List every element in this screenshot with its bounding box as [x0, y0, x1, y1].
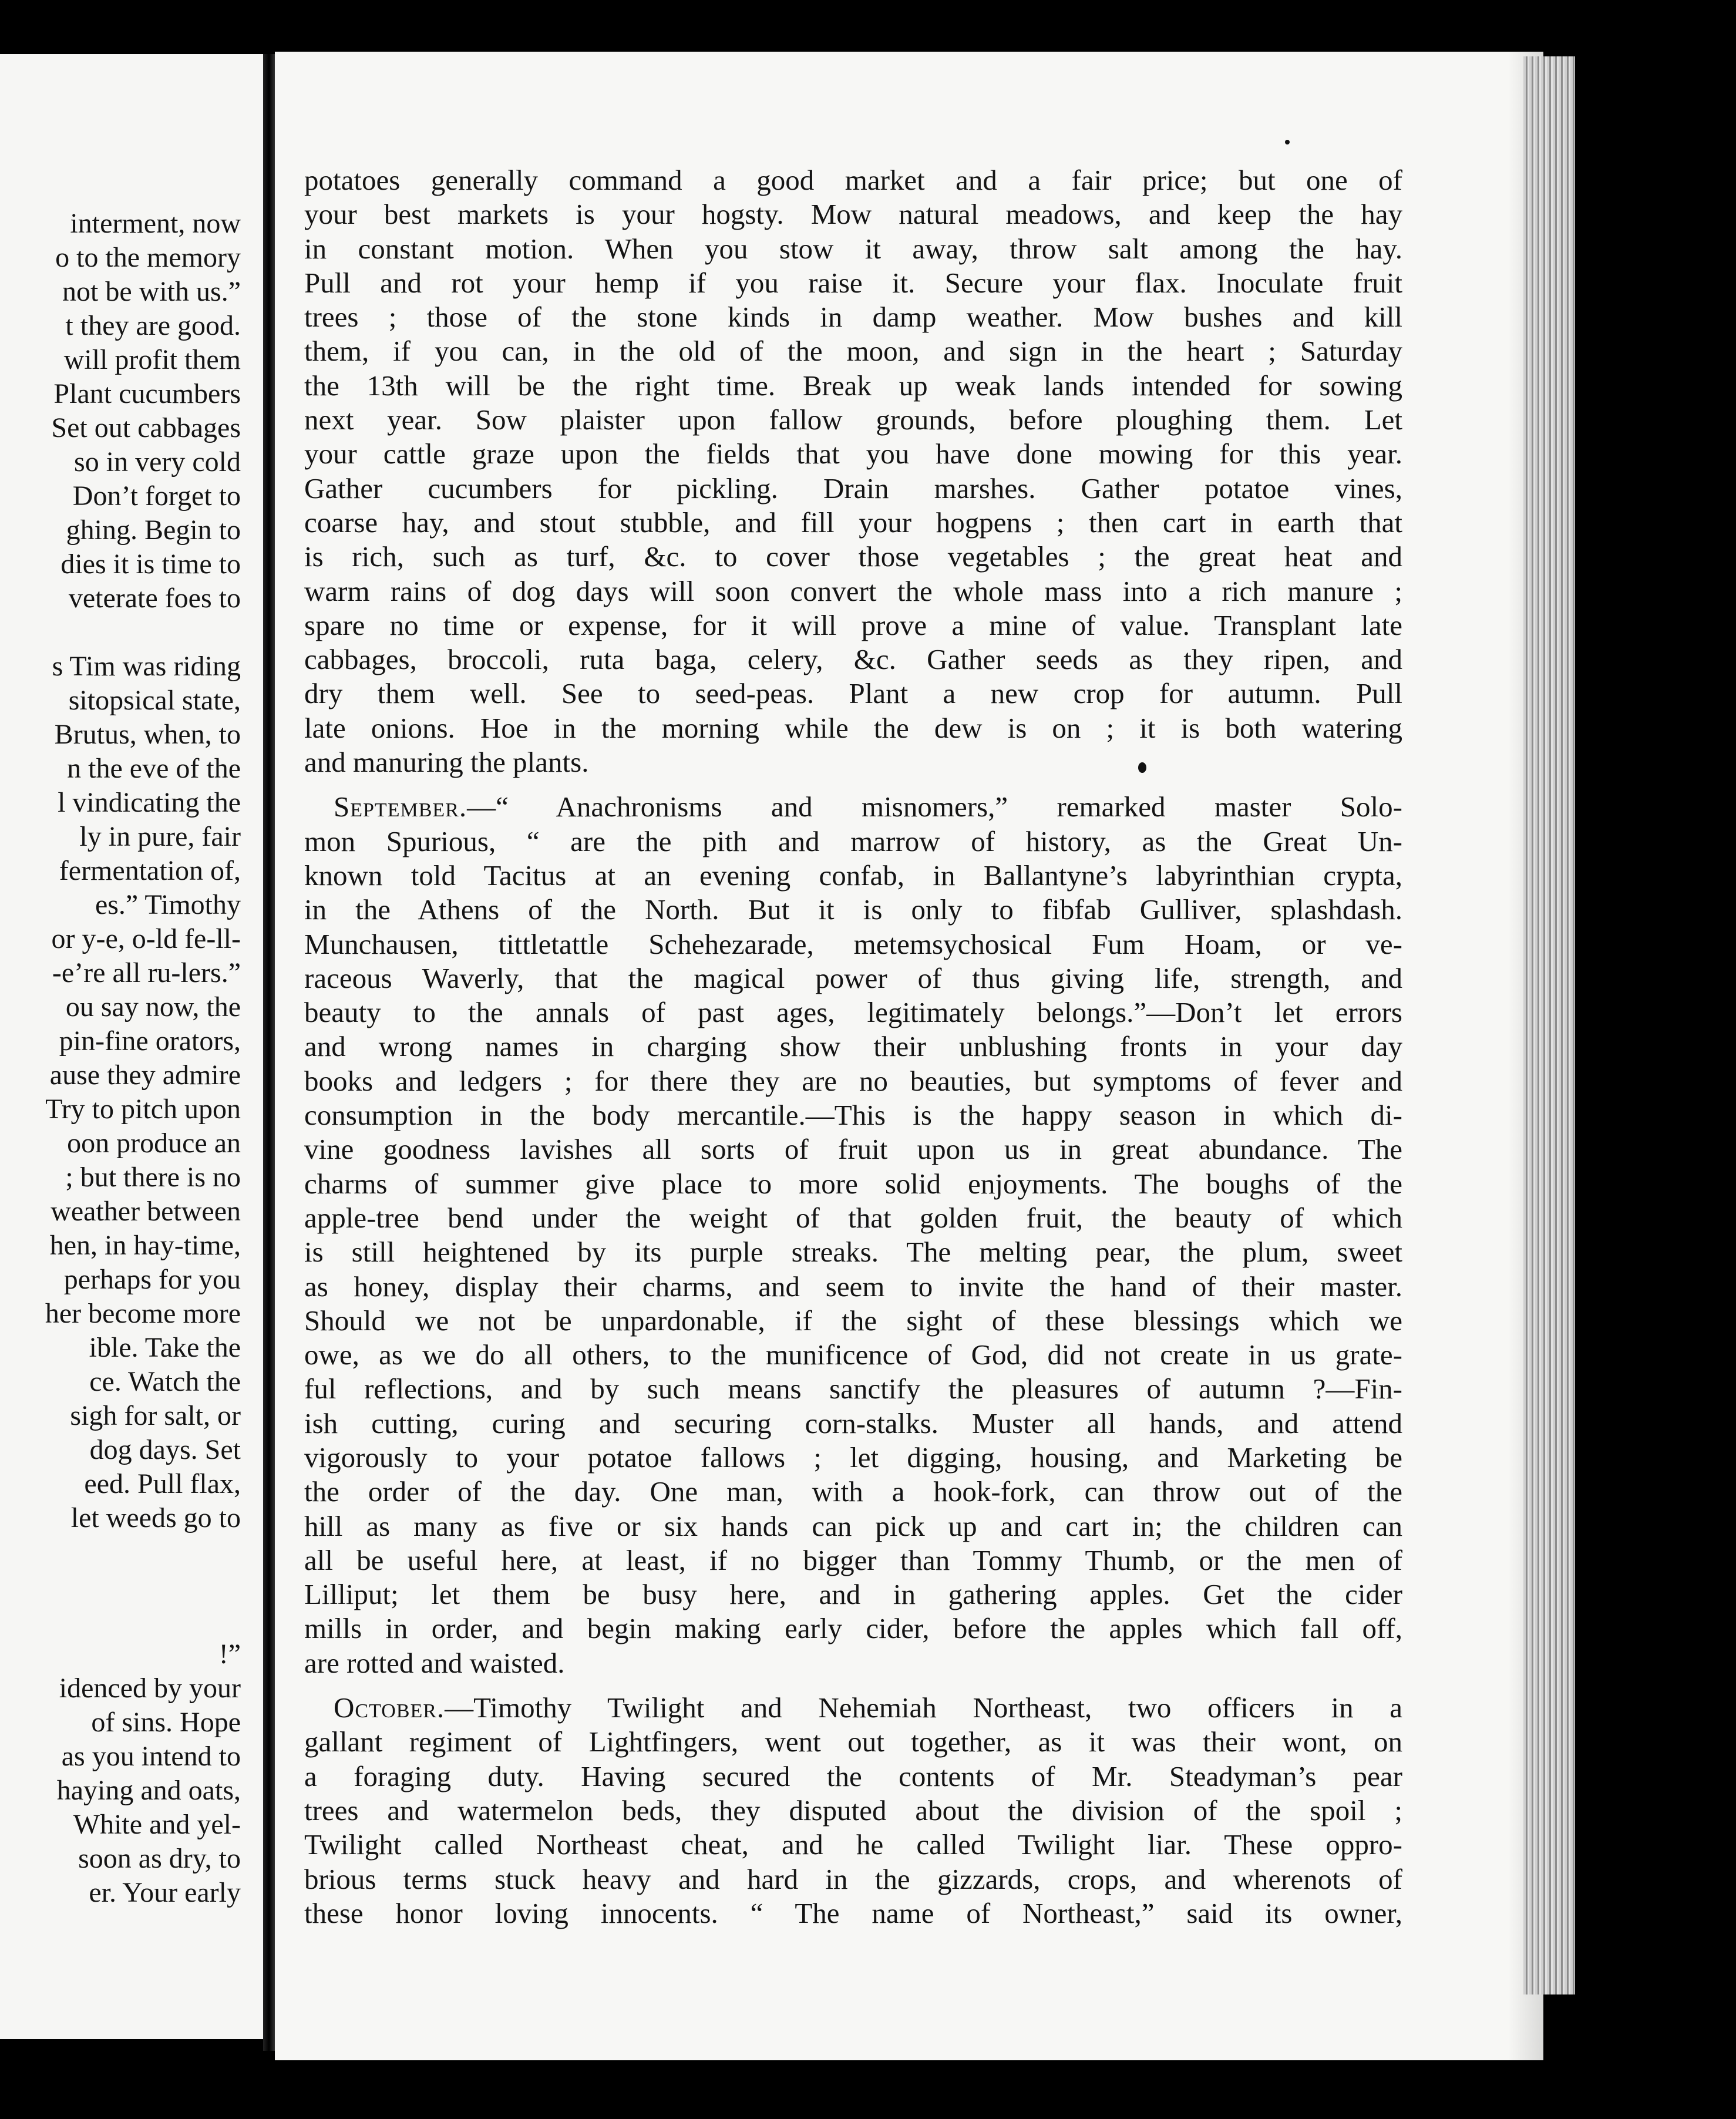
facing-page-line: ible. Take the	[89, 1332, 241, 1363]
facing-page-line: oon produce an	[67, 1128, 241, 1159]
facing-page-line: dies it is time to	[60, 549, 241, 580]
facing-page-line: veterate foes to	[68, 583, 241, 614]
facing-page-line: her become more	[45, 1298, 241, 1329]
facing-page-line: s Tim was riding	[52, 651, 241, 682]
facing-page-line: let weeds go to	[70, 1502, 241, 1533]
gutter-shadow	[263, 54, 275, 2051]
text-line: in the Athens of the North. But it is only to fibfab Gulliver, splashdash.	[304, 893, 1402, 926]
text-line: is rich, such as turf, &c. to cover those vegetables ; the great heat and	[304, 540, 1402, 573]
text-line: the 13th will be the right time. Break up weak lands intended for sowing	[304, 369, 1402, 402]
facing-page-line: Try to pitch upon	[45, 1094, 241, 1125]
text-line: your best markets is your hogsty. Mow natural meadows, and keep the hay	[304, 198, 1402, 231]
facing-page-line: fermentation of,	[59, 855, 241, 886]
facing-page-line: Don’t forget to	[72, 480, 241, 512]
facing-page-line: so in very cold	[74, 446, 241, 477]
facing-page-line: pin-fine orators,	[59, 1025, 241, 1057]
text-line: in constant motion. When you stow it away, throw salt among the hay.	[304, 232, 1402, 265]
text-line: and manuring the plants.	[304, 746, 589, 779]
text-line: books and ledgers ; for there they are no beauties, but symptoms of fever and	[304, 1064, 1402, 1097]
facing-page-line: hen, in hay-time,	[49, 1230, 241, 1261]
text-line: known told Tacitus at an evening confab, in Ballantyne’s labyrinthian crypta,	[304, 859, 1402, 892]
facing-page-line: sigh for salt, or	[70, 1400, 241, 1431]
facing-page-line: ; but there is no	[65, 1162, 241, 1193]
facing-page-line: perhaps for you	[63, 1264, 241, 1295]
text-line: mon Spurious, “ are the pith and marrow of history, as the Great Un-	[304, 825, 1402, 857]
text-line: Should we not be unpardonable, if the sight of these blessings which we	[304, 1304, 1402, 1337]
text-line: cabbages, broccoli, ruta baga, celery, &c. Gather seeds as they ripen, and	[304, 643, 1402, 676]
ink-speck	[1138, 762, 1146, 773]
text-line: late onions. Hoe in the morning while the dew is on ; it is both watering	[304, 711, 1402, 744]
text-line: are rotted and waisted.	[304, 1646, 565, 1679]
text-line: trees and watermelon beds, they disputed about the division of the spoil ;	[304, 1794, 1402, 1827]
text-line: coarse hay, and stout stubble, and fill your hogpens ; then cart in earth that	[304, 506, 1402, 539]
facing-page-line: t they are good.	[65, 310, 241, 341]
text-line: Munchausen, tittletattle Schehezarade, metemsychosical Fum Hoam, or ve-	[304, 927, 1402, 960]
page-body	[304, 163, 1402, 1930]
facing-page-line: Plant cucumbers	[53, 378, 241, 409]
facing-page-line: as you intend to	[61, 1741, 241, 1772]
facing-page-line: sitopsical state,	[68, 685, 241, 716]
main-page	[275, 52, 1543, 2060]
text-line: gallant regiment of Lightfingers, went out together, as it was their wont, on	[304, 1726, 1402, 1758]
text-line: them, if you can, in the old of the moon, and sign in the heart ; Saturday	[304, 335, 1402, 368]
text-line: consumption in the body mercantile.—This is the happy season in which di-	[304, 1099, 1402, 1132]
facing-page-line: es.” Timothy	[95, 889, 241, 920]
facing-page-line: or y-e, o-ld fe-ll-	[51, 923, 241, 954]
text-line: next year. Sow plaister upon fallow grounds, before ploughing them. Let	[304, 403, 1402, 436]
text-line: a foraging duty. Having secured the contents of Mr. Steadyman’s pear	[304, 1760, 1402, 1792]
text-line: owe, as we do all others, to the munificence of God, did not create in us grate-	[304, 1338, 1402, 1371]
facing-page-line: n the eve of the	[67, 753, 241, 784]
text-line: all be useful here, at least, if no bigger than Tommy Thumb, or the men of	[304, 1543, 1402, 1576]
text-line: mills in order, and begin making early cider, before the apples which fall off,	[304, 1612, 1402, 1645]
facing-page	[0, 54, 263, 2039]
text-line: brious terms stuck heavy and hard in the gizzards, crops, and wherenots of	[304, 1862, 1402, 1895]
text-line: beauty to the annals of past ages, legitimately belongs.”—Don’t let errors	[304, 996, 1402, 1029]
text-line: charms of summer give place to more solid enjoyments. The boughs of the	[304, 1167, 1402, 1200]
text-line: dry them well. See to seed-peas. Plant a new crop for autumn. Pull	[304, 677, 1402, 710]
text-line: is still heightened by its purple streaks. The melting pear, the plum, sweet	[304, 1236, 1402, 1269]
text-line: ful reflections, and by such means sanctify the pleasures of autumn ?—Fin-	[304, 1373, 1402, 1405]
facing-page-line: eed. Pull flax,	[84, 1468, 241, 1499]
facing-page-line: will profit them	[63, 344, 241, 375]
text-line: apple-tree bend under the weight of that golden fruit, the beauty of which	[304, 1201, 1402, 1234]
facing-page-line: l vindicating the	[58, 787, 241, 818]
facing-page-line: Brutus, when, to	[54, 719, 241, 750]
facing-page-line: !”	[218, 1639, 241, 1670]
text-line: these honor loving innocents. “ The name of Northeast,” said its owner,	[304, 1896, 1402, 1929]
october-paragraph	[304, 1691, 1402, 1930]
facing-page-line: weather between	[51, 1196, 241, 1227]
october-heading: October.	[334, 1691, 445, 1724]
text-line: hill as many as five or six hands can pick up and cart in; the children can	[304, 1509, 1402, 1542]
facing-page-line: White and yel-	[73, 1809, 241, 1840]
text-line: Lilliput; let them be busy here, and in gathering apples. Get the cider	[304, 1578, 1402, 1611]
facing-page-line: ly in pure, fair	[79, 821, 241, 852]
text-line: trees ; those of the stone kinds in damp weather. Mow bushes and kill	[304, 301, 1402, 334]
text-line: vine goodness lavishes all sorts of fruit upon us in great abundance. The	[304, 1133, 1402, 1166]
text-line: Twilight called Northeast cheat, and he called Twilight liar. These oppro-	[304, 1828, 1402, 1861]
september-first-line: —“ Anachronisms and misnomers,” remarked master Solo-	[467, 791, 1402, 823]
facing-page-line: haying and oats,	[56, 1775, 241, 1806]
text-line: the order of the day. One man, with a hook-fork, can throw out of the	[304, 1475, 1402, 1508]
facing-page-line: ce. Watch the	[89, 1366, 241, 1397]
facing-page-line: dog days. Set	[89, 1434, 241, 1465]
facing-page-line: not be with us.”	[62, 276, 241, 307]
text-line: spare no time or expense, for it will prove a mine of value. Transplant late	[304, 608, 1402, 641]
september-heading: September.	[334, 791, 467, 823]
text-line: warm rains of dog days will soon convert the whole mass into a rich manure ;	[304, 574, 1402, 607]
facing-page-line: -e’re all ru-lers.”	[52, 957, 241, 988]
text-line: potatoes generally command a good market and a fair price; but one of	[304, 164, 1402, 196]
page-edges	[1523, 56, 1575, 1994]
september-paragraph	[304, 790, 1402, 1680]
facing-page-line: interment, now	[70, 208, 241, 239]
text-line: raceous Waverly, that the magical power of thus giving life, strength, and	[304, 961, 1402, 994]
august-paragraph	[304, 163, 1402, 779]
text-line: and wrong names in charging show their unblushing fronts in your day	[304, 1030, 1402, 1063]
text-line: as honey, display their charms, and seem to invite the hand of their master.	[304, 1270, 1402, 1303]
text-line: vigorously to your potatoe fallows ; let digging, housing, and Marketing be	[304, 1441, 1402, 1474]
facing-page-line: idenced by your	[59, 1673, 241, 1704]
facing-page-line: er. Your early	[89, 1877, 241, 1908]
text-line: ish cutting, curing and securing corn-stalks. Muster all hands, and attend	[304, 1407, 1402, 1439]
text-line: Pull and rot your hemp if you raise it. Secure your flax. Inoculate fruit	[304, 266, 1402, 299]
facing-page-line: o to the memory	[55, 242, 241, 273]
ink-speck	[1285, 140, 1290, 144]
facing-page-line: ghing. Begin to	[66, 514, 241, 546]
october-first-line: —Timothy Twilight and Nehemiah Northeast, two officers in a	[445, 1691, 1402, 1724]
facing-page-line: ause they admire	[49, 1060, 241, 1091]
facing-page-line: Set out cabbages	[51, 412, 241, 443]
facing-page-line: soon as dry, to	[78, 1843, 241, 1874]
facing-page-line: ou say now, the	[65, 991, 241, 1022]
text-line: Gather cucumbers for pickling. Drain marshes. Gather potatoe vines,	[304, 472, 1402, 504]
text-line: your cattle graze upon the fields that you have done mowing for this year.	[304, 438, 1402, 470]
facing-page-line: of sins. Hope	[91, 1707, 241, 1738]
